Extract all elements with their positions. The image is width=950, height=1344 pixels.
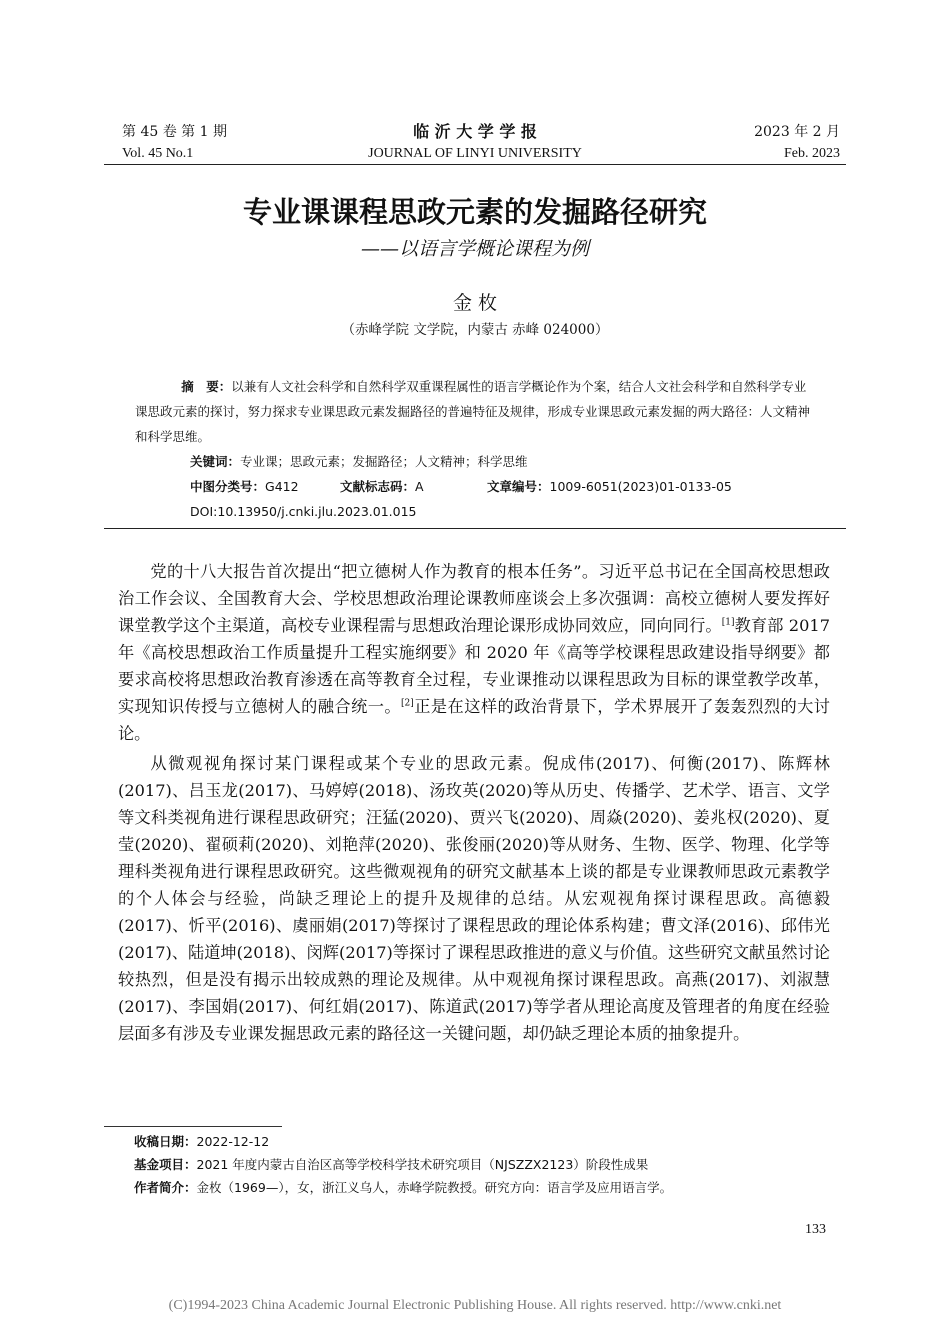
author-bio: [134, 1176, 834, 1199]
article-body: [118, 558, 830, 1050]
page-number: 133: [805, 1222, 826, 1237]
clc-value: G412: [265, 479, 299, 494]
journal-name-cn: 临 沂 大 学 学 报: [413, 122, 537, 141]
paragraph-text: 正是在这样的政治背景下，学术界展开了轰轰烈烈的大讨论。: [118, 697, 830, 743]
fund-value: 2021 年度内蒙古自治区高等学校科学技术研究项目（NJSZZX2123）阶段性成果: [196, 1157, 649, 1172]
abstract: [135, 374, 815, 524]
article-title: 专业课课程思政元素的发掘路径研究: [242, 195, 707, 229]
footnote-rule: [104, 1126, 282, 1127]
abstract-rule: [104, 528, 846, 529]
keywords-text: 专业课；思政元素；发掘路径；人文精神；科学思维: [240, 454, 528, 469]
paragraph-text: 党的十八大报告首次提出“把立德树人作为教育的根本任务”。习近平总书记在全国高校思想政治工作会议、全国教育大会、学校思想政治理论课教师座谈会上多次强调：高校立德树人要发挥好课堂教学这个主渠道，高校专业课程需与思想政治理论课形成协同效应，同向同行。: [118, 562, 830, 635]
citation-ref: [2]: [401, 698, 414, 709]
keywords-line: [135, 449, 815, 474]
journal-name-en: JOURNAL OF LINYI UNIVERSITY: [368, 146, 582, 161]
fund-label: 基金项目：: [134, 1157, 197, 1172]
author-bio-label: 作者简介：: [134, 1180, 197, 1195]
received-date: [134, 1130, 834, 1153]
abstract-text: 以兼有人文社会科学和自然科学双重课程属性的语言学概论作为个案，结合人文社会科学和自然科学专业课思政元素的探讨，努力探求专业课思政元素发掘路径的普遍特征及规律，形成专业课思政元素发掘的两大路径：人文精神和科学思维。: [135, 379, 811, 444]
footnotes: [134, 1130, 834, 1199]
citation-ref: [1]: [721, 617, 735, 628]
keywords-label: 关键词：: [190, 454, 241, 469]
date-en: Feb. 2023: [784, 146, 840, 161]
abstract-paragraph: [135, 374, 815, 449]
received-value: 2022-12-12: [196, 1134, 270, 1149]
author-name: 金 枚: [452, 292, 498, 314]
classification-line: [135, 474, 815, 499]
abstract-label: 摘 要：: [181, 379, 232, 394]
author-affiliation: （赤峰学院 文学院，内蒙古 赤峰 024000）: [341, 322, 609, 338]
body-paragraph: [118, 558, 830, 747]
volume-issue-cn: 第 45 卷 第 1 期: [122, 124, 227, 140]
body-paragraph: 从微观视角探讨某门课程或某个专业的思政元素。倪成伟(2017)、何衡(2017)、陈辉林(2017)、吕玉龙(2017)、马婷婷(2018)、汤玫英(2020)等从历史、传播学、艺术学、语言、文学等文科类视角进行课程思政研究；汪猛(2020)、贾兴飞(2020)、周焱(2020)、姜兆权(2020)、夏莹(2020)、翟硕莉(2020)、刘艳萍(2020)、张俊丽(2020)等从财务、生物、医学、物理、化学等理科类视角进行课程思政研究。这些微观视角的研究文献基本上谈的都是专业课教师思政元素教学的个人体会与经验，尚缺乏理论上的提升及规律的总结。从宏观视角探讨课程思政。高德毅(2017)、忻平(2016)、虞丽娟(2017)等探讨了课程思政的理论体系构建；曹文泽(2016)、邱伟光(2017)、陆道坤(2018)、闵辉(2017)等探讨了课程思政推进的意义与价值。这些研究文献虽然讨论较热烈，但是没有揭示出较成熟的理论及规律。从中观视角探讨课程思政。高燕(2017)、刘淑慧(2017)、李国娟(2017)、何红娟(2017)、陈道武(2017)等学者从理论高度及管理者的角度在经验层面多有涉及专业课发掘思政元素的路径这一关键问题，却仍缺乏理论本质的抽象提升。: [118, 754, 830, 1043]
date-cn: 2023 年 2 月: [754, 124, 840, 140]
doc-code-value: A: [415, 479, 424, 494]
article-subtitle: ——以语言学概论课程为例: [360, 238, 589, 260]
doi: DOI:10.13950/j.cnki.jlu.2023.01.015: [190, 504, 417, 519]
doc-code-label: 文献标志码：: [340, 479, 416, 494]
received-label: 收稿日期：: [134, 1134, 197, 1149]
volume-issue-en: Vol. 45 No.1: [122, 146, 194, 161]
paragraph-text: 教育部 2017 年《高校思想政治工作质量提升工程实施纲要》和 2020 年《高等学校课程思政建设指导纲要》都要求高校将思想政治教育渗透在高等教育全过程，专业课推动以课程思政为目标的课堂教学改革，实现知识传授与立德树人的融合统一。: [118, 616, 831, 716]
header-rule: [104, 164, 846, 165]
copyright-notice: (C)1994-2023 China Academic Journal Electronic Publishing House. All rights reserved. http://www.cnki.net: [168, 1298, 782, 1313]
author-bio-value: 金枚（1969—），女，浙江义乌人，赤峰学院教授。研究方向：语言学及应用语言学。: [196, 1180, 673, 1195]
article-id-value: 1009-6051(2023)01-0133-05: [549, 479, 732, 494]
article-id-label: 文章编号：: [487, 479, 550, 494]
clc-label: 中图分类号：: [190, 479, 266, 494]
fund-project: [134, 1153, 834, 1176]
